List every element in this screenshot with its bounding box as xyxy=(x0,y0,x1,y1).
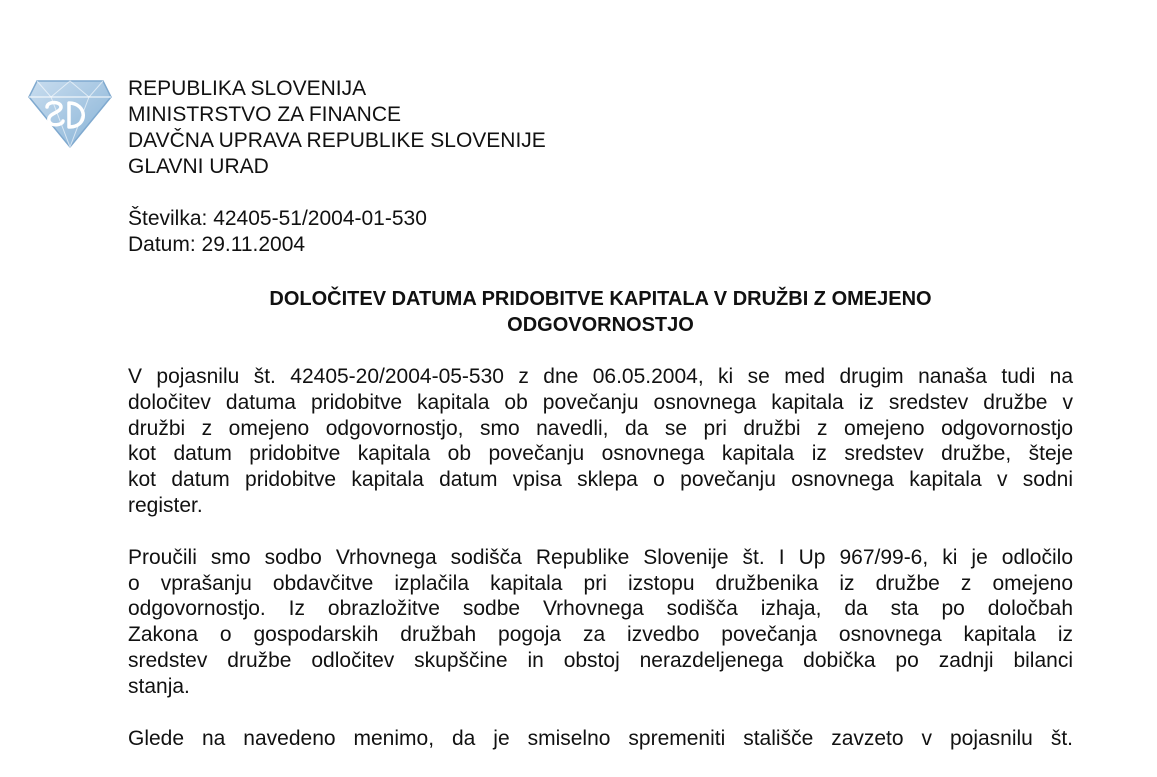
paragraph-line: register. xyxy=(128,493,203,517)
paragraph-line: V pojasnilu št. 42405-20/2004-05-530 z dne 06.05.2004, ki se med drugim nanaša tudi na xyxy=(128,365,1073,388)
document-meta xyxy=(128,206,427,258)
paragraph-1 xyxy=(128,364,1073,519)
paragraph-line: Zakona o gospodarskih družbah pogoja za izvedbo povečanja osnovnega kapitala iz xyxy=(128,623,1073,647)
paragraph-line: družbi z omejeno odgovornostjo, smo navedli, da se pri družbi z omejeno odgovornostjo xyxy=(128,416,1073,440)
paragraph-line: odgovornostjo. Iz obrazložitve sodbe Vrhovnega sodišča izhaja, da sta po določbah xyxy=(128,597,1073,621)
paragraph-line: kot datum pridobitve kapitala datum vpisa sklepa o povečanju osnovnega kapitala v sodni xyxy=(128,468,1073,492)
header-republic: REPUBLIKA SLOVENIJA xyxy=(128,77,367,100)
document-date: Datum: 29.11.2004 xyxy=(128,233,306,256)
title-line-1: DOLOČITEV DATUMA PRIDOBITVE KAPITALA V DRUŽBI Z OMEJENO xyxy=(269,288,932,310)
paragraph-2 xyxy=(128,545,1073,700)
document-title xyxy=(128,286,1073,338)
issuer-header xyxy=(128,76,546,180)
paragraph-line: Glede na navedeno menimo, da je smiselno spremeniti stališče zavzeto v pojasnilu št. xyxy=(128,726,1073,750)
document-number: Številka: 42405-51/2004-01-530 xyxy=(128,207,427,230)
header-office: GLAVNI URAD xyxy=(128,155,269,178)
paragraph-line: določitev datuma pridobitve kapitala ob povečanju osnovnega kapitala iz sredstev družbe v xyxy=(128,390,1073,414)
paragraph-line: kot datum pridobitve kapitala ob povečanju osnovnega kapitala iz sredstev družbe, šteje xyxy=(128,442,1073,466)
header-tax-administration: DAVČNA UPRAVA REPUBLIKE SLOVENIJE xyxy=(128,129,546,152)
paragraph-line: Proučili smo sodbo Vrhovnega sodišča Republike Slovenije št. I Up 967/99-6, ki je odločilo xyxy=(128,545,1073,569)
paragraph-3 xyxy=(128,726,1073,752)
paragraph-line: o vprašanju obdavčitve izplačila kapitala pri izstopu družbenika iz družbe z omejeno xyxy=(128,571,1073,595)
paragraph-line: stanja. xyxy=(128,674,190,698)
paragraph-line: sredstev družbe odločitev skupščine in obstoj nerazdeljenega dobička po zadnji bilanci xyxy=(128,648,1073,672)
document-body xyxy=(128,364,1073,777)
header-ministry: MINISTRSTVO ZA FINANCE xyxy=(128,103,402,126)
tax-administration-logo-icon xyxy=(27,77,113,149)
title-line-2: ODGOVORNOSTJO xyxy=(507,314,694,336)
